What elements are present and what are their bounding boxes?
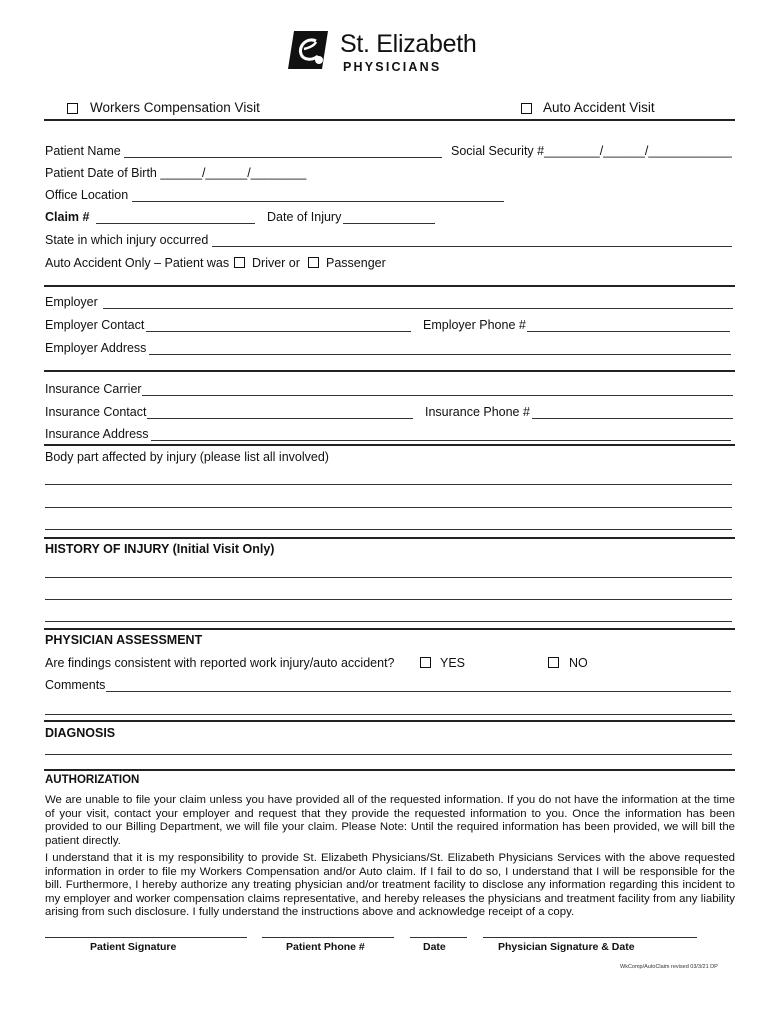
divider	[44, 119, 735, 121]
insurance-carrier-label: Insurance Carrier	[45, 382, 142, 396]
authorization-heading: AUTHORIZATION	[45, 774, 140, 786]
history-line-2[interactable]	[45, 599, 732, 600]
state-label: State in which injury occurred	[45, 233, 209, 247]
employer-phone-label: Employer Phone #	[423, 318, 526, 332]
divider	[44, 370, 735, 372]
claim-label: Claim #	[45, 210, 90, 224]
patient-name-label: Patient Name	[45, 144, 121, 158]
auto-accident-checkbox[interactable]	[521, 103, 532, 114]
passenger-label: Passenger	[326, 256, 386, 270]
insurance-address-line[interactable]	[151, 440, 731, 441]
comments-label: Comments	[45, 678, 106, 692]
divider	[44, 769, 735, 771]
employer-line[interactable]	[103, 308, 733, 309]
diagnosis-heading: DIAGNOSIS	[45, 726, 116, 740]
comments-line-2[interactable]	[45, 714, 732, 715]
history-line-1[interactable]	[45, 577, 732, 578]
physician-signature-line[interactable]	[483, 937, 697, 938]
patient-phone-line[interactable]	[262, 937, 394, 938]
employer-address-label: Employer Address	[45, 341, 147, 355]
yes-label: YES	[440, 656, 466, 670]
patient-name-line[interactable]	[124, 157, 442, 158]
employer-contact-line[interactable]	[146, 331, 411, 332]
divider	[44, 537, 735, 539]
physician-signature-label: Physician Signature & Date	[498, 941, 635, 953]
ssn-label: Social Security #________/______/____________	[451, 144, 732, 158]
workers-comp-label: Workers Compensation Visit	[90, 100, 260, 115]
dob-label: Patient Date of Birth ______/______/________	[45, 166, 307, 180]
insurance-address-label: Insurance Address	[45, 427, 149, 441]
patient-signature-line[interactable]	[45, 937, 247, 938]
body-part-line-2[interactable]	[45, 507, 732, 508]
body-part-label: Body part affected by injury (please list all involved)	[45, 450, 329, 464]
insurance-phone-line[interactable]	[532, 418, 733, 419]
no-checkbox[interactable]	[548, 657, 559, 668]
patient-phone-label: Patient Phone #	[286, 941, 365, 953]
yes-checkbox[interactable]	[420, 657, 431, 668]
divider	[44, 628, 735, 630]
passenger-checkbox[interactable]	[308, 257, 319, 268]
divider	[44, 285, 735, 287]
assessment-heading: PHYSICIAN ASSESSMENT	[45, 633, 203, 647]
body-part-line-1[interactable]	[45, 484, 732, 485]
employer-phone-line[interactable]	[527, 331, 730, 332]
state-line[interactable]	[212, 246, 732, 247]
logo-mark-icon	[288, 27, 334, 73]
logo-sub: PHYSICIANS	[343, 60, 442, 74]
date-line[interactable]	[410, 937, 467, 938]
no-label: NO	[569, 656, 588, 670]
insurance-contact-label: Insurance Contact	[45, 405, 147, 419]
driver-label: Driver or	[252, 256, 300, 270]
authorization-paragraph-1: We are unable to file your claim unless you have provided all of the requested information. If you do not have the information at the time of your visit, contact your employer and request that they provide the requested information to you. Once the information has been provided to our Billing Department, we will file your claim. Please Note: Until the required information has been provided, we will bill the patient directly.	[45, 794, 735, 847]
insurance-contact-line[interactable]	[147, 418, 413, 419]
auto-accident-label: Auto Accident Visit	[543, 100, 655, 115]
auto-only-label: Auto Accident Only – Patient was	[45, 256, 230, 270]
divider	[44, 444, 735, 446]
office-location-label: Office Location	[45, 188, 129, 202]
logo	[288, 27, 488, 77]
authorization-paragraph-2: I understand that it is my responsibility to provide St. Elizabeth Physicians/St. Elizabeth Physicians Services with the above requested information in order to file my Workers Compensation and/or Auto claim. If I fail to do so, I understand that I will be responsible for the bill. Furthermore, I hereby authorize any treating physician and/or treatment facility to disclose any information regarding this incident to my employer and worker compensation claims representative, and hereby releases the physicians and treatment facility from any liability arising from such disclosure. I fully understand the instructions above and acknowledge receipt of a copy.	[45, 852, 735, 919]
employer-contact-label: Employer Contact	[45, 318, 145, 332]
workers-comp-checkbox[interactable]	[67, 103, 78, 114]
body-part-line-3[interactable]	[45, 529, 732, 530]
office-location-line[interactable]	[132, 201, 504, 202]
injury-date-line[interactable]	[343, 223, 435, 224]
employer-label: Employer	[45, 295, 98, 309]
insurance-phone-label: Insurance Phone #	[425, 405, 530, 419]
claim-line[interactable]	[96, 223, 255, 224]
diagnosis-line[interactable]	[45, 754, 732, 755]
injury-date-label: Date of Injury	[267, 210, 342, 224]
date-label: Date	[423, 941, 446, 953]
employer-address-line[interactable]	[149, 354, 731, 355]
insurance-carrier-line[interactable]	[142, 395, 733, 396]
comments-line-1[interactable]	[106, 691, 731, 692]
logo-name: St. Elizabeth	[340, 30, 477, 58]
divider	[44, 720, 735, 722]
assessment-question: Are findings consistent with reported work injury/auto accident?	[45, 656, 395, 670]
history-line-3[interactable]	[45, 621, 732, 622]
form-revision-code: WkComp/AutoClaim revised 03/3/21 DP	[620, 964, 718, 970]
history-heading: HISTORY OF INJURY (Initial Visit Only)	[45, 542, 275, 556]
driver-checkbox[interactable]	[234, 257, 245, 268]
patient-signature-label: Patient Signature	[90, 941, 177, 953]
